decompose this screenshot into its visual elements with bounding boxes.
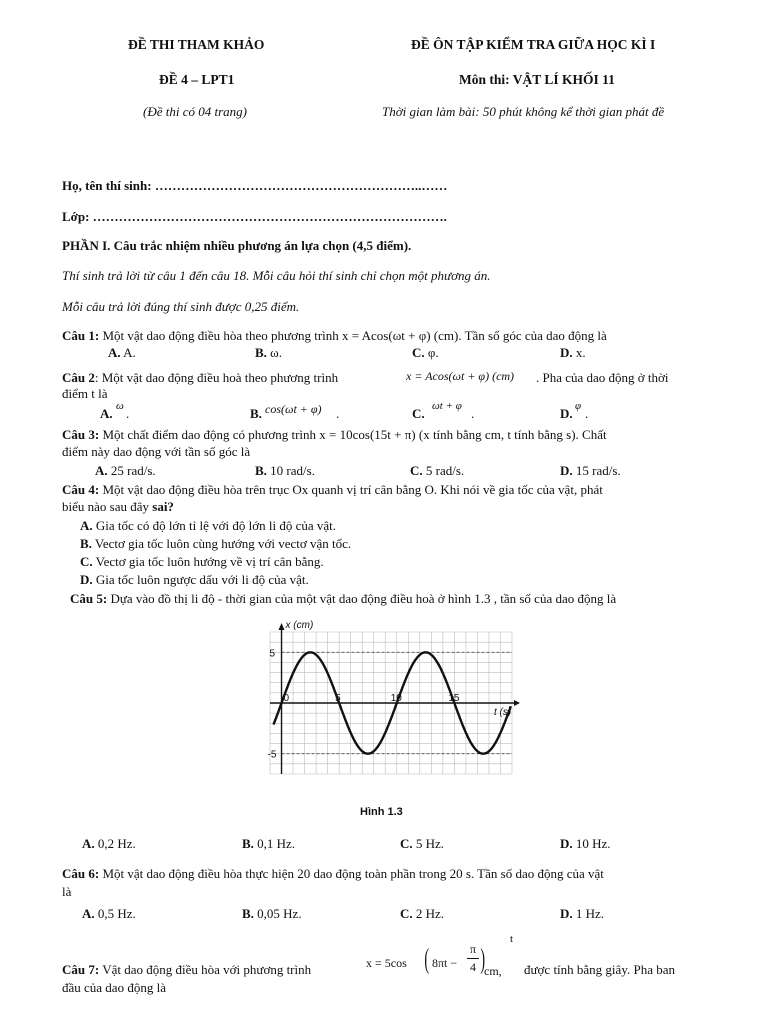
formula-paren-left: ( xyxy=(424,944,429,975)
option-text: 10 Hz. xyxy=(572,836,611,851)
option-label: D. xyxy=(560,345,573,360)
formula-paren-right: ) xyxy=(480,944,485,975)
q3-text-line2: điểm này dao động với tần số góc là xyxy=(62,444,251,459)
x-tick-label: 5 xyxy=(335,693,341,704)
q6-option-d xyxy=(560,906,604,922)
q5-option-a xyxy=(82,836,136,852)
question-number: Câu 4: xyxy=(62,482,100,497)
option-text: A. xyxy=(120,345,136,360)
question-text: biểu nào sau đây xyxy=(62,499,153,514)
option-text: φ. xyxy=(424,345,439,360)
y-axis-arrow xyxy=(279,623,285,630)
header-right-title: ĐỀ ÔN TẬP KIỂM TRA GIỮA HỌC KÌ I xyxy=(411,37,656,52)
option-text: Gia tốc luôn ngược dấu với li độ của vật. xyxy=(92,572,309,587)
option-label: A. xyxy=(82,836,95,851)
q2-option-c-value: ωt + φ xyxy=(432,400,462,412)
q3-option-c xyxy=(410,463,464,479)
q7-formula xyxy=(366,942,502,986)
option-text: Vectơ gia tốc luôn cùng hướng với vectơ vận tốc. xyxy=(91,536,352,551)
question-text: Một vật dao động điều hòa trên trục Ox quanh vị trí cân bằng O. Khi nói về gia tốc của vật, phát xyxy=(99,482,603,497)
question-2 xyxy=(62,370,338,386)
q4-option-b xyxy=(80,536,351,552)
q6-option-a xyxy=(82,906,136,922)
chart-labels xyxy=(268,620,512,761)
question-number: Câu 3: xyxy=(62,427,100,442)
option-text: 5 rad/s. xyxy=(422,463,465,478)
option-text: ω. xyxy=(266,345,282,360)
formula-x: x = 5cos xyxy=(366,956,407,970)
part1-instruction-2: Mỗi câu trả lời đúng thí sinh được 0,25 điểm. xyxy=(62,299,300,314)
student-class-line: Lớp: ………………………………………………………………………. xyxy=(62,209,447,224)
q3-option-a xyxy=(95,463,156,479)
q6-option-c xyxy=(400,906,444,922)
formula-fraction-bar xyxy=(467,958,479,959)
option-text: 10 rad/s. xyxy=(266,463,315,478)
q3-option-b xyxy=(255,463,315,479)
q1-option-c xyxy=(412,345,439,361)
option-label: D. xyxy=(80,572,93,587)
question-text: Một vật dao động điều hòa theo phương trình x = Acos(ωt + φ) (cm). Tần số góc của dao động là xyxy=(99,328,607,343)
q4-option-d xyxy=(80,572,309,588)
y-axis-label: x (cm) xyxy=(285,620,314,631)
q2-text-line2: điểm t là xyxy=(62,386,108,401)
question-number: Câu 2 xyxy=(62,370,95,385)
q3-option-d xyxy=(560,463,621,479)
option-label: A. xyxy=(108,345,121,360)
question-5 xyxy=(70,591,616,607)
x-axis-arrow xyxy=(514,700,520,706)
question-text: Một vật dao động điều hòa thực hiện 20 dao động toàn phần trong 20 s. Tần số dao động của vật xyxy=(99,866,604,881)
q4-option-a xyxy=(80,518,336,534)
q2-option-d-value: φ xyxy=(575,400,582,412)
formula-unit: cm, xyxy=(484,964,502,978)
y-tick-label: 5 xyxy=(269,648,276,660)
question-4 xyxy=(62,482,603,498)
part1-title: PHẦN I. Câu trắc nhiệm nhiều phương án lựa chọn (4,5 điểm). xyxy=(62,238,412,253)
question-number: Câu 1: xyxy=(62,328,100,343)
option-text: Vectơ gia tốc luôn hướng về vị trí cân bằng. xyxy=(92,554,324,569)
option-text: 1 Hz. xyxy=(572,906,605,921)
formula-denominator: 4 xyxy=(470,960,476,974)
q5-option-d xyxy=(560,836,611,852)
header-left-title: ĐỀ THI THAM KHẢO xyxy=(128,37,265,52)
question-number: Câu 6: xyxy=(62,866,100,881)
q6-text-line2: là xyxy=(62,884,72,899)
option-label: B. xyxy=(255,463,267,478)
q2-option-d xyxy=(560,406,573,422)
option-label: A. xyxy=(80,518,93,533)
formula-term: 8πt − xyxy=(432,956,458,970)
q7-text-end: được tính bằng giây. Pha ban xyxy=(524,962,675,977)
q2-option-d-dot: . xyxy=(585,406,589,421)
q4-option-c xyxy=(80,554,324,570)
x-axis-label: t (s) xyxy=(494,707,512,718)
q2-option-a-dot: . xyxy=(126,406,130,421)
option-text: 0,5 Hz. xyxy=(94,906,136,921)
question-1 xyxy=(62,328,607,344)
q1-option-d xyxy=(560,345,586,361)
header-right-time: Thời gian làm bài: 50 phút không kể thời gian phát đề xyxy=(382,104,665,119)
option-label: B. xyxy=(80,536,92,551)
q7-t-letter: t xyxy=(510,933,514,945)
question-text: Một chất điểm dao động có phương trình x = 10cos(15t + π) (x tính bằng cm, t tính bằng s). Chất xyxy=(99,427,607,442)
question-3 xyxy=(62,427,607,443)
student-name-line: Họ, tên thí sinh: ……………………………………………………..…… xyxy=(62,178,448,193)
q5-option-c xyxy=(400,836,444,852)
question-number: Câu 7: xyxy=(62,962,100,977)
option-label: B. xyxy=(242,836,254,851)
option-text: 25 rad/s. xyxy=(107,463,156,478)
option-label: A. xyxy=(95,463,108,478)
option-text: 5 Hz. xyxy=(412,836,445,851)
option-label: D. xyxy=(560,463,573,478)
q7-text-line2: đầu của dao động là xyxy=(62,980,166,995)
q1-option-b xyxy=(255,345,282,361)
option-label: A. xyxy=(100,406,113,421)
option-text: 15 rad/s. xyxy=(572,463,621,478)
header-left-note: (Đề thi có 04 trang) xyxy=(143,104,247,119)
header-left-code: ĐỀ 4 – LPT1 xyxy=(159,72,235,87)
option-text: x. xyxy=(572,345,586,360)
x-tick-label: 15 xyxy=(448,693,460,704)
option-label: B. xyxy=(242,906,254,921)
formula-pi: π xyxy=(470,942,477,956)
q2-option-b-value: cos(ωt + φ) xyxy=(265,402,322,416)
x-tick-label: 10 xyxy=(390,693,402,704)
q5-option-b xyxy=(242,836,295,852)
x-tick-label: 0 xyxy=(283,693,290,704)
q2-option-b-dot: . xyxy=(336,406,340,421)
question-text: Vật dao động điều hòa với phương trình xyxy=(99,962,312,977)
option-text: 2 Hz. xyxy=(412,906,445,921)
option-label: C. xyxy=(412,345,425,360)
question-emphasis: sai? xyxy=(152,499,174,514)
question-text: Dựa vào đồ thị li độ - thời gian của một vật dao động điều hoà ở hình 1.3 , tần số của dao động là xyxy=(107,591,617,606)
q2-option-a xyxy=(100,406,113,422)
q4-text-line2 xyxy=(62,499,174,515)
q2-option-b xyxy=(250,406,262,422)
option-text: 0,2 Hz. xyxy=(94,836,136,851)
displacement-time-graph xyxy=(250,612,520,792)
q2-text-end: . Pha của dao động ở thời xyxy=(536,370,669,385)
question-number: Câu 5: xyxy=(70,591,108,606)
option-text: 0,05 Hz. xyxy=(253,906,302,921)
option-label: C. xyxy=(400,836,413,851)
part1-instruction-1: Thí sinh trả lời từ câu 1 đến câu 18. Mỗi câu hỏi thí sinh chỉ chọn một phương án. xyxy=(62,268,491,283)
q2-option-c-dot: . xyxy=(471,406,475,421)
q2-formula: x = Acos(ωt + φ) (cm) xyxy=(406,369,515,383)
option-text: 0,1 Hz. xyxy=(253,836,296,851)
header-right-subject: Môn thi: VẬT LÍ KHỐI 11 xyxy=(459,72,615,87)
option-label: C. xyxy=(80,554,93,569)
option-label: B. xyxy=(255,345,267,360)
option-label: D. xyxy=(560,406,573,421)
q1-option-a xyxy=(108,345,136,361)
option-label: C. xyxy=(410,463,423,478)
option-label: C. xyxy=(412,406,425,421)
question-text: : Một vật dao động điều hoà theo phương trình xyxy=(94,370,339,385)
option-label: B. xyxy=(250,406,262,421)
option-label: A. xyxy=(82,906,95,921)
option-label: C. xyxy=(400,906,413,921)
q2-option-c xyxy=(412,406,425,422)
q2-option-a-value: ω xyxy=(116,400,124,412)
y-tick-label: -5 xyxy=(267,749,277,761)
q6-option-b xyxy=(242,906,302,922)
option-text: Gia tốc có độ lớn tỉ lệ với độ lớn li độ của vật. xyxy=(92,518,337,533)
figure-caption: Hình 1.3 xyxy=(360,806,403,818)
question-7 xyxy=(62,962,311,978)
option-label: D. xyxy=(560,906,573,921)
option-label: D. xyxy=(560,836,573,851)
question-6 xyxy=(62,866,604,882)
